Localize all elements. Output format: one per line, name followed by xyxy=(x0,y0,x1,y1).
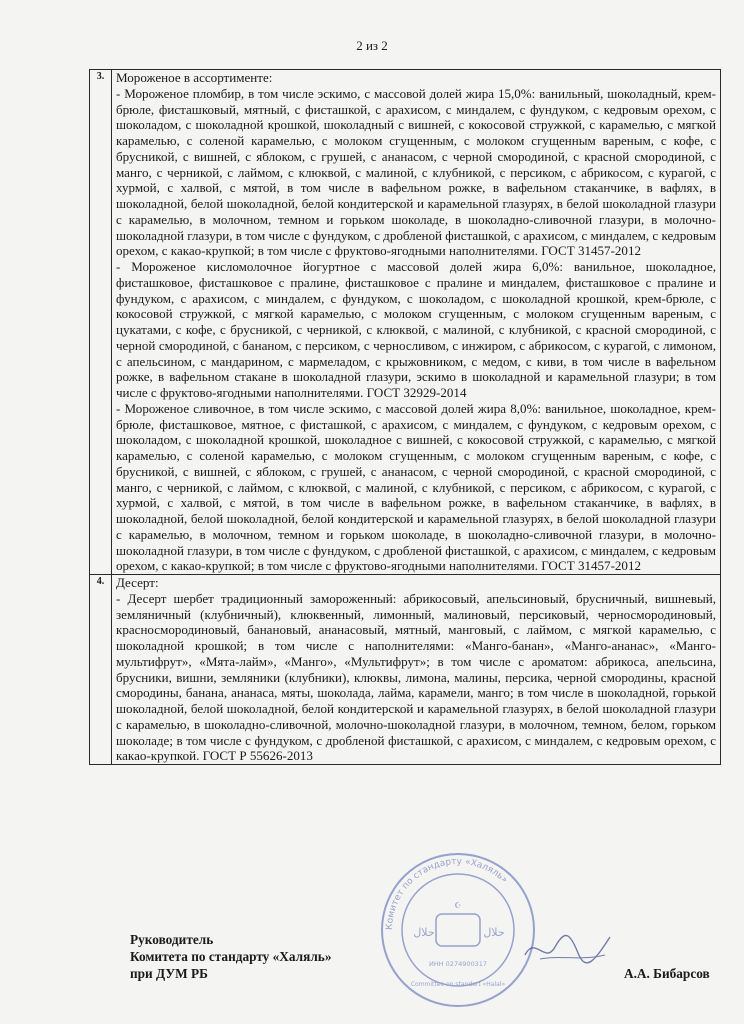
product-paragraph: - Мороженое кисломолочное йогуртное с массовой долей жира 6,0%: ванильное, шоколадное, фисташковое, фисташковое с пралине, фисташковое с пралине и миндалем, фисташковое с пралине и фундуком, с арахисом, с миндалем, с фундуком, с шоколадом, с шоколадной крошкой, крем-брюле, с кокосовой стружкой, с мягкой карамелью, с молоком сгущенным, с молоком сгущенным вареным, с цукатами, с кофе, с брусникой, с черникой, с клюквой, с малиной, с клубникой, с красной смородиной, с черной смородиной, с бананом, с персиком, с черносливом, с инжиром, с абрикосом, с курагой, с лимоном, с апельсином, с мандарином, с мармеладом, с крыжовником, с медом, с киви, в том числе в вафельном рожке, в вафельном стакане в шоколадной глазури, эскимо в шоколадной и карамельной глазури; в том числе с фруктово-ягодными наполнителями. ГОСТ 32929-2014 xyxy=(116,259,716,400)
page-number: 2 из 2 xyxy=(356,38,388,53)
seal-inn: ИНН 0274900317 xyxy=(428,960,488,968)
product-paragraph: - Десерт шербет традиционный замороженный: абрикосовый, апельсиновый, брусничный, вишневый, земляничный (клубничный), клюквенный, лимонный, малиновый, персиковый, черносмородиновый, красносмородиновый, банановый, ананасовый, мятный, манговый, с лаймом, с мягкой карамелью, с шоколадной крошкой; в том числе с наполнителями: «Манго-банан», «Манго-ананас», «Манго-мультифрут», «Мята-лайм», «Манго», «Мультифрут»; в том числе с ароматом: абрикоса, апельсина, брусники, вишни, земляники (клубники), клюквы, лимона, малины, персика, черной смородины, красной смородины, банана, ананаса, мяты, шоколада, лайма, карамели, манго; в том числе в шоколадной, горькой шоколадной, белой шоколадной, белой кондитерской и карамельной глазурях, в белой шоколадной глазури с карамелью, в шоколадно-сливочной, молочно-шоколадной глазури, в молочном, темном, белом, горьком шоколаде; в том числе с фундуком, с дробленой фисташкой, с арахисом, с миндалем, с кедровым орехом, с какао-крупкой. ГОСТ Р 55626-2013 xyxy=(116,590,716,764)
halal-seal-stamp xyxy=(378,848,538,1013)
table-row xyxy=(90,575,721,765)
signature-title-line2: Комитета по стандарту «Халяль» xyxy=(130,949,332,964)
seal-ring-text: Комитет по стандарту «Халяль» xyxy=(384,856,510,931)
signature-block xyxy=(130,931,331,982)
product-paragraph: - Мороженое сливочное, в том числе эскимо, с массовой долей жира 8,0%: ванильное, шоколадное, крем-брюле, фисташковое, мятное, с фисташкой, с арахисом, с миндалем, с фундуком, с кедровым орехом, с шоколадом, с шоколадной крошкой, шоколадное с вишней, с кокосовой стружкой, с карамелью, с мягкой карамелью, с соленой карамелью, с молоком сгущенным, с молоком сгущенным вареным, с кофе, с брусникой, с вишней, с яблоком, с грушей, с ананасом, с черной смородиной, с красной смородиной, с манго, с черникой, с лаймом, с клюквой, с малиной, с клубникой, с персиком, с абрикосом, с курагой, с хурмой, с халвой, с мятой, в том числе в вафельном рожке, в вафельном стаканчике, в вафлях, в шоколадной, белой шоколадной, белой кондитерской и карамельной глазурях, в белой шоколадной глазури с карамелью, в молочном, темном и горьком шоколаде, в шоколадно-сливочной глазури, в молочно-шоколадной глазури, в том числе с фундуком, с дробленой фисташкой, с арахисом, с миндалем, с кедровым орехом, с какао-крупкой; в том числе с фруктово-ягодными наполнителями. ГОСТ 31457-2012 xyxy=(116,400,716,574)
products-table xyxy=(89,69,721,765)
row-content xyxy=(112,70,721,575)
row-number: 4. xyxy=(90,575,112,765)
seal-ring-text-en: Committee on standart «Halal» xyxy=(410,981,506,988)
product-paragraph: - Мороженое пломбир, в том числе эскимо, с массовой долей жира 15,0%: ванильный, шоколадный, крем-брюле, фисташковый, мятный, с фисташкой, с арахисом, с миндалем, с фундуком, с кедровым орехом, с шоколадом, с шоколадной крошкой, шоколадный с вишней, с кокосовой стружкой, с карамелью, с мягкой карамелью, с соленой карамелью, с молоком сгущенным, с молоком сгущенным вареным, с кофе, с брусникой, с вишней, с яблоком, с грушей, с ананасом, с черной смородиной, с красной смородиной, с манго, с черникой, с лаймом, с клюквой, с малиной, с клубникой, с персиком, с абрикосом, с курагой, с хурмой, с халвой, с мятой, в том числе в вафельном рожке, в вафельном стаканчике, в вафлях, в шоколадной, белой шоколадной, белой кондитерской и карамельной глазурях, в белой шоколадной глазури с карамелью, в молочном, темном и горьком шоколаде, в шоколадно-сливочной глазури, в молочно-шоколадной глазури, в том числе с фундуком, с дробленой фисташкой, с арахисом, с миндалем, с кедровым орехом, с какао-крупкой; в том числе с фруктово-ягодными наполнителями. ГОСТ 31457-2012 xyxy=(116,85,716,259)
signer-name: А.А. Бибарсов xyxy=(624,966,710,981)
table-row xyxy=(90,70,721,575)
svg-text:☪: ☪ xyxy=(454,901,462,910)
row-content xyxy=(112,575,721,765)
seal-halal-left: حلال xyxy=(413,926,435,939)
seal-halal-right: حلال xyxy=(483,926,505,939)
signature-title-line1: Руководитель xyxy=(130,932,214,947)
signature-title-line3: при ДУМ РБ xyxy=(130,966,208,981)
section-title: Десерт: xyxy=(116,575,159,590)
section-title: Мороженое в ассортименте: xyxy=(116,70,273,85)
row-number: 3. xyxy=(90,70,112,575)
handwritten-signature xyxy=(520,925,615,970)
